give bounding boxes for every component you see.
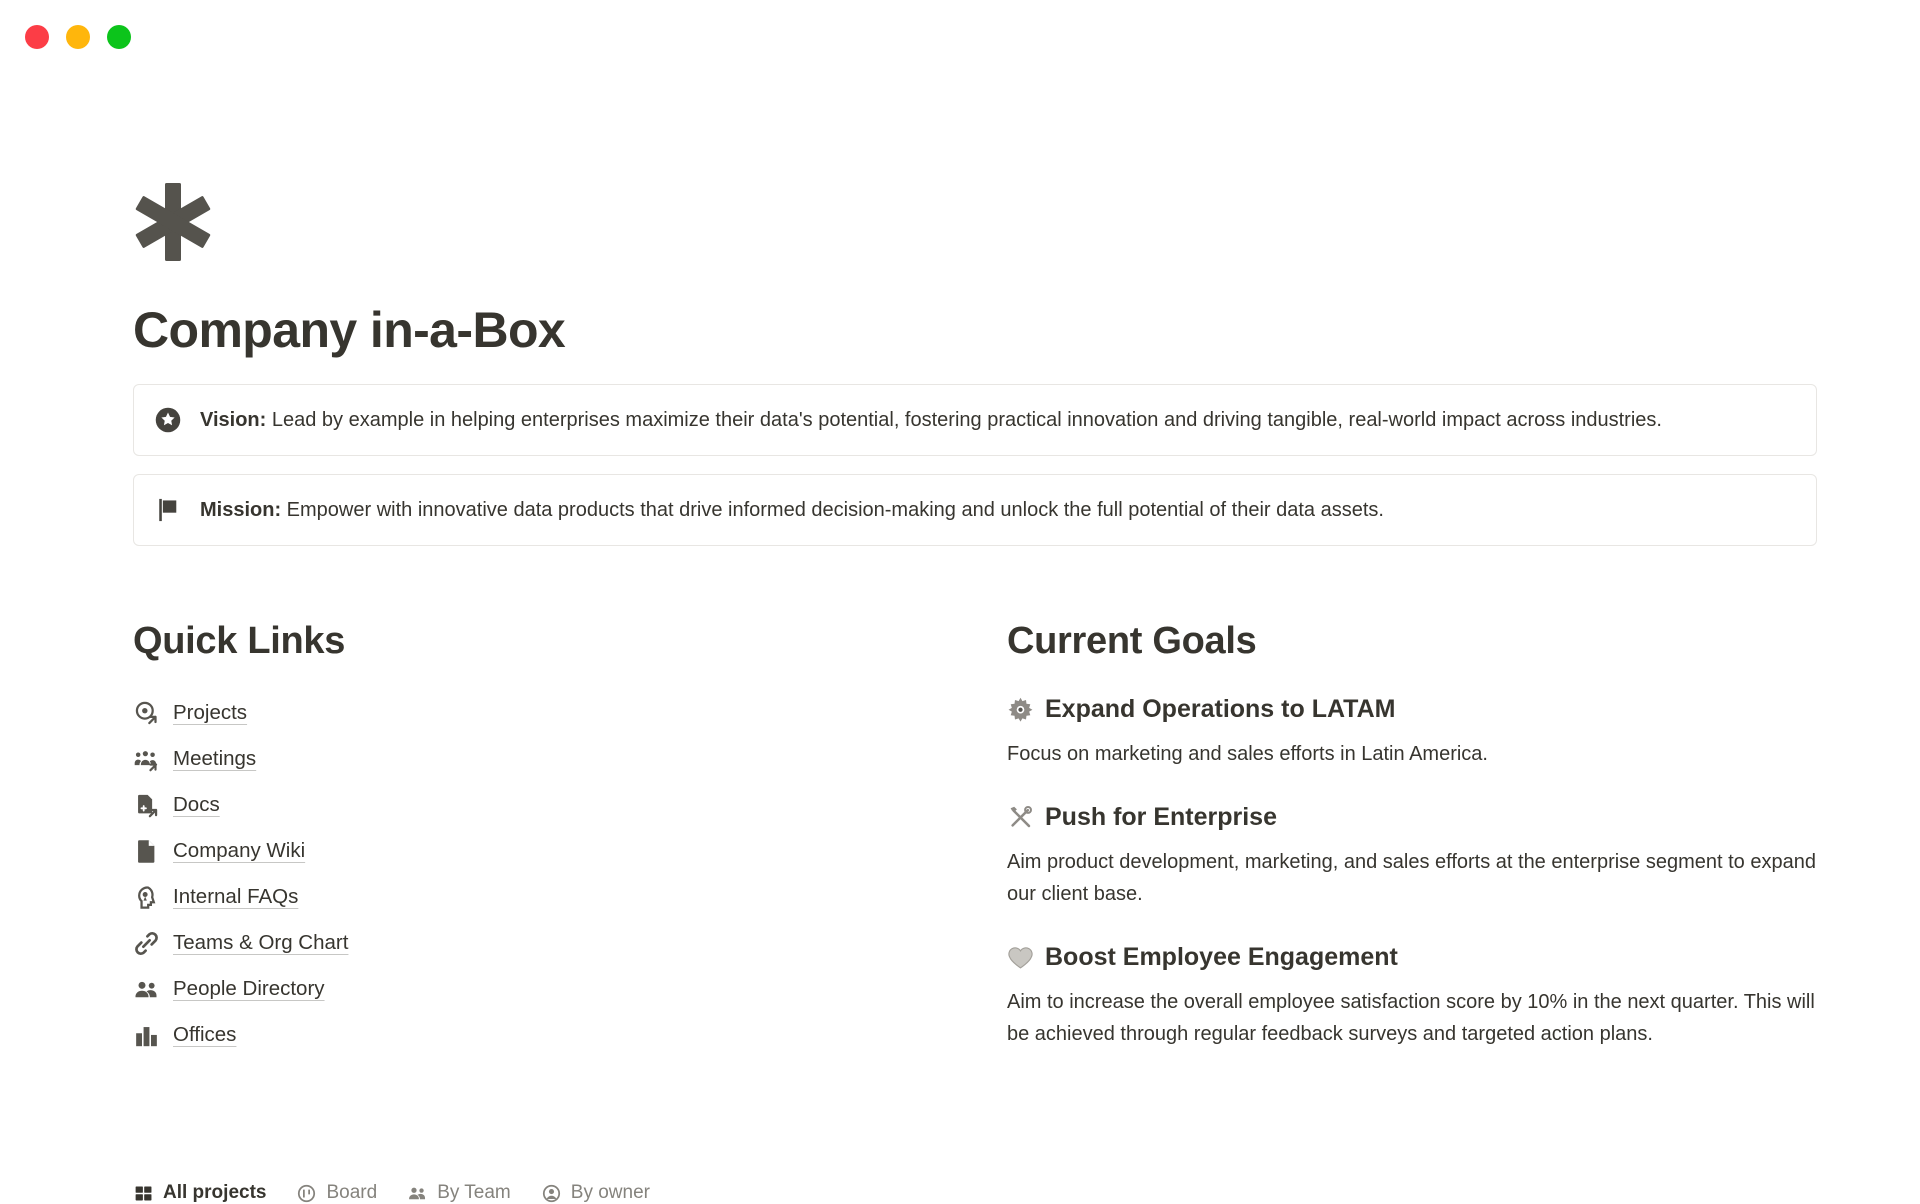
quick-link-label: Projects: [173, 701, 248, 724]
vision-body: Lead by example in helping enterprises maximize their data's potential, fostering practical innovation and driving tangible, real-world impact across industries.: [266, 409, 1662, 431]
target-arrow-icon: [133, 700, 160, 727]
document-icon: [133, 838, 160, 865]
goal-description: Aim product development, marketing, and sales efforts at the enterprise segment to expand our client base.: [1007, 851, 1816, 905]
goal-expand-operations-to-latam: [1007, 693, 1817, 770]
current-goals-heading: Current Goals: [1007, 620, 1257, 662]
tab-label: By owner: [570, 1182, 650, 1203]
goal-title: [1007, 941, 1817, 973]
tab-by-owner[interactable]: [541, 1182, 650, 1204]
quick-links-heading: Quick Links: [133, 620, 346, 662]
quick-link-docs[interactable]: [133, 782, 1007, 828]
link-icon: [133, 930, 160, 957]
quick-links-section: [133, 618, 1007, 1058]
mission-label: Mission:: [200, 499, 282, 521]
tab-board[interactable]: [296, 1182, 377, 1204]
close-button[interactable]: [25, 25, 49, 49]
goal-title-text: Push for Enterprise: [1045, 803, 1277, 831]
quick-link-label: Offices: [173, 1023, 237, 1046]
vision-callout: [133, 384, 1817, 456]
quick-link-offices[interactable]: [133, 1012, 1007, 1058]
goal-boost-employee-engagement: [1007, 941, 1817, 1050]
vision-label: Vision:: [200, 409, 267, 431]
page-content: [133, 0, 1817, 1058]
minimize-button[interactable]: [66, 25, 90, 49]
tab-label: All projects: [163, 1182, 267, 1203]
quick-link-label: Meetings: [173, 747, 257, 770]
quick-links-list: [133, 690, 1007, 1058]
tab-all-projects[interactable]: [133, 1182, 266, 1204]
gear-icon: [1007, 696, 1034, 723]
mission-body: Empower with innovative data products that drive informed decision-making and unlock the full potential of their data assets.: [281, 499, 1384, 521]
quick-link-meetings[interactable]: [133, 736, 1007, 782]
head-keyhole-icon: [133, 884, 160, 911]
tools-icon: [1007, 804, 1034, 831]
quick-link-label: Internal FAQs: [173, 885, 299, 908]
doc-plus-arrow-icon: [133, 792, 160, 819]
two-column-section: [133, 618, 1817, 1058]
goal-push-for-enterprise: [1007, 801, 1817, 910]
team-icon: [407, 1183, 428, 1204]
meeting-people-arrow-icon: [133, 746, 160, 773]
vision-text: [200, 404, 1662, 436]
grid-icon: [133, 1183, 154, 1204]
owner-icon: [541, 1183, 562, 1204]
quick-link-label: Teams & Org Chart: [173, 931, 349, 954]
goal-description: Aim to increase the overall employee satisfaction score by 10% in the next quarter. This will be achieved through regular feedback surveys and targeted action plans.: [1007, 991, 1815, 1045]
goal-title: [1007, 693, 1817, 725]
people-icon: [133, 976, 160, 1003]
quick-link-label: Company Wiki: [173, 839, 306, 862]
view-tabs: [133, 1182, 650, 1204]
tab-label: Board: [326, 1182, 378, 1203]
mission-callout: [133, 474, 1817, 546]
quick-link-label: Docs: [173, 793, 220, 816]
page-title: Company in-a-Box: [133, 302, 566, 358]
board-icon: [296, 1183, 317, 1204]
quick-link-people-directory[interactable]: [133, 966, 1007, 1012]
tab-label: By Team: [437, 1182, 511, 1203]
goals-list: [1007, 693, 1817, 1050]
zoom-button[interactable]: [107, 25, 131, 49]
goal-title: [1007, 801, 1817, 833]
window-controls: [25, 25, 131, 49]
current-goals-section: [1007, 618, 1817, 1058]
goal-title-text: Expand Operations to LATAM: [1045, 695, 1396, 723]
quick-link-teams-org-chart[interactable]: [133, 920, 1007, 966]
mission-text: [200, 494, 1384, 526]
goal-title-text: Boost Employee Engagement: [1045, 943, 1398, 971]
flag-icon: [154, 496, 182, 524]
tab-by-team[interactable]: [407, 1182, 511, 1204]
star-circle-icon: [154, 406, 182, 434]
asterisk-icon[interactable]: [133, 182, 213, 262]
quick-link-projects[interactable]: [133, 690, 1007, 736]
quick-link-internal-faqs[interactable]: [133, 874, 1007, 920]
quick-link-label: People Directory: [173, 977, 325, 1000]
building-icon: [133, 1022, 160, 1049]
quick-link-company-wiki[interactable]: [133, 828, 1007, 874]
goal-description: Focus on marketing and sales efforts in Latin America.: [1007, 743, 1488, 765]
heart-icon: [1007, 944, 1034, 971]
